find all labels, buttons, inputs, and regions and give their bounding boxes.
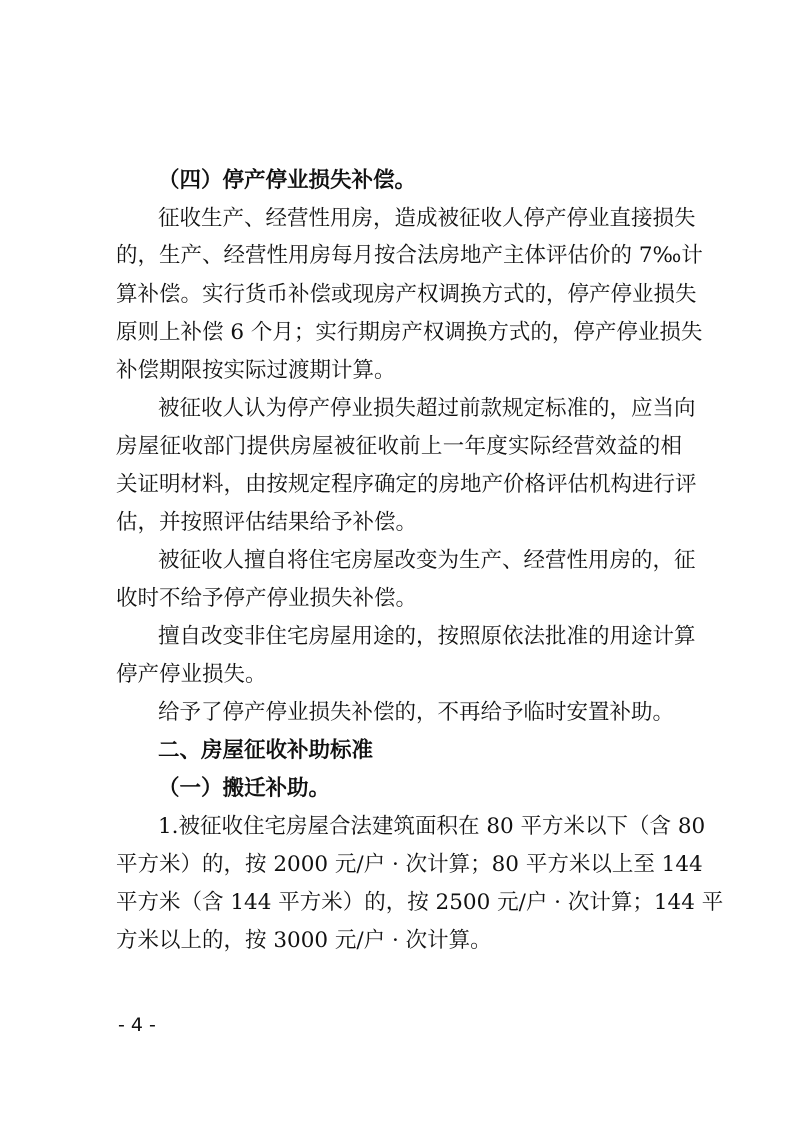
paragraph-line: 收时不给予停产停业损失补偿。 [116,586,418,611]
heading-relocation-subsidy: （一）搬迁补助。 [158,776,331,801]
paragraph-line: 方米以上的，按 3000 元/户 · 次计算。 [116,928,492,953]
page-number: - 4 - [118,1014,156,1036]
paragraph-line: 关证明材料，由按规定程序确定的房地产价格评估机构进行评 [116,472,697,497]
paragraph-line: 平方米）的，按 2000 元/户 · 次计算；80 平方米以上至 144 [116,852,703,877]
paragraph-line: 算补偿。实行货币补偿或现房产权调换方式的，停产停业损失 [116,282,697,307]
paragraph-line: 给予了停产停业损失补偿的，不再给予临时安置补助。 [158,700,675,725]
paragraph-line: 征收生产、经营性用房，造成被征收人停产停业直接损失 [158,206,696,231]
paragraph-line: 原则上补偿 6 个月；实行期房产权调换方式的，停产停业损失 [116,320,703,345]
paragraph-line: 停产停业损失。 [116,662,267,687]
paragraph-line: 1.被征收住宅房屋合法建筑面积在 80 平方米以下（含 80 [158,814,706,839]
paragraph-line: 房屋征收部门提供房屋被征收前上一年度实际经营效益的相 [116,434,682,459]
paragraph-line: 的，生产、经营性用房每月按合法房地产主体评估价的 7‰计 [116,243,703,268]
heading-subsidy-standards: 二、房屋征收补助标准 [158,738,374,763]
paragraph-line: 平方米（含 144 平方米）的，按 2500 元/户 · 次计算；144 平 [116,890,724,915]
heading-stop-production-compensation: （四）停产停业损失补偿。 [158,168,417,193]
paragraph-line: 被征收人擅自将住宅房屋改变为生产、经营性用房的，征 [158,548,696,573]
paragraph-line: 估，并按照评估结果给予补偿。 [116,510,418,535]
paragraph-line: 被征收人认为停产停业损失超过前款规定标准的，应当向 [158,396,696,421]
paragraph-line: 擅自改变非住宅房屋用途的，按照原依法批准的用途计算 [158,624,696,649]
paragraph-line: 补偿期限按实际过渡期计算。 [116,358,396,383]
